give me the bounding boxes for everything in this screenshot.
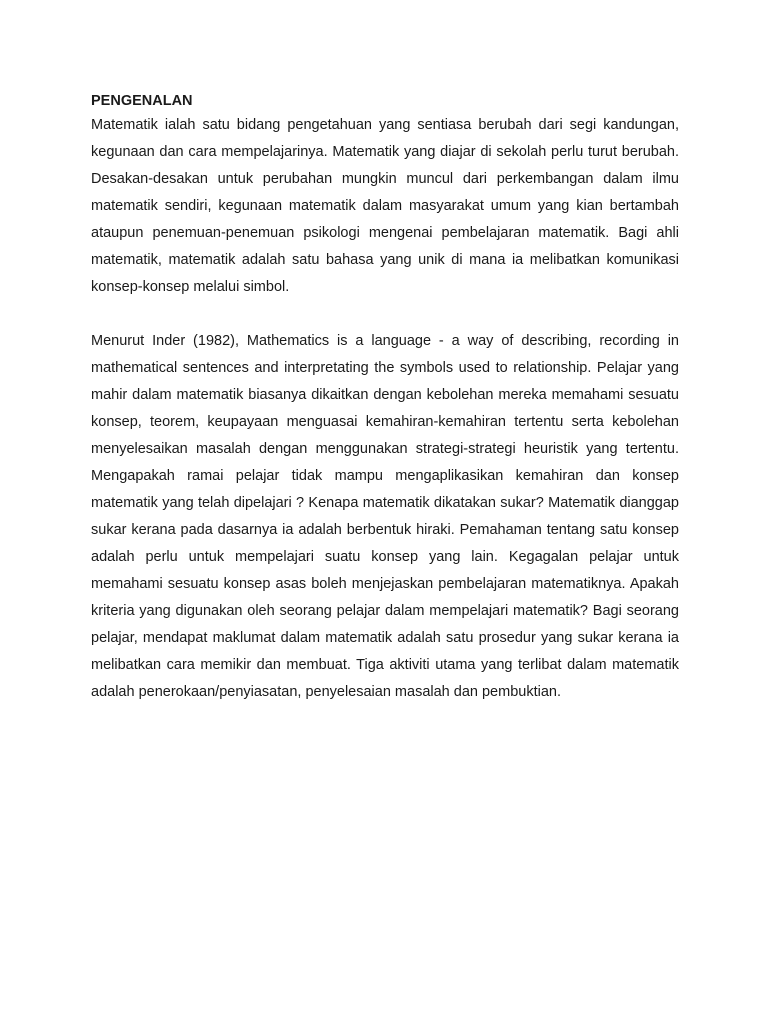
section-heading: PENGENALAN <box>91 93 193 109</box>
paragraph-inder: Menurut Inder (1982), Mathematics is a language - a way of describing, recording in mathematical sentences and interpretating the symbols used to relationship. Pelajar yang mahir dalam matematik biasanya dikaitkan dengan kebolehan mereka memahami sesuatu konsep, teorem, keupayaan menguasai kemahiran-kemahiran tertentu serta kebolehan menyelesaikan masalah dengan menggunakan strategi-strategi heuristik yang tertentu. Mengapakah ramai pelajar tidak mampu mengaplikasikan kemahiran dan konsep matematik yang telah dipelajari ? Kenapa matematik dikatakan sukar? Matematik dianggap sukar kerana pada dasarnya ia adalah berbentuk hiraki. Pemahaman tentang satu konsep adalah perlu untuk mempelajari suatu konsep yang lain. Kegagalan pelajar untuk memahami sesuatu konsep asas boleh menjejaskan pembelajaran matematiknya. Apakah kriteria yang digunakan oleh seorang pelajar dalam mempelajari matematik? Bagi seorang pelajar, mendapat maklumat dalam matematik adalah satu prosedur yang sukar kerana ia melibatkan cara memikir dan membuat. Tiga aktiviti utama yang terlibat dalam matematik adalah penerokaan/penyiasatan, penyelesaian masalah dan pembuktian. <box>91 333 679 700</box>
paragraph-introduction: Matematik ialah satu bidang pengetahuan yang sentiasa berubah dari segi kandungan, kegunaan dan cara mempelajarinya. Matematik yang diajar di sekolah perlu turut berubah. Desakan-desakan untuk perubahan mungkin muncul dari perkembangan dalam ilmu matematik sendiri, kegunaan matematik dalam masyarakat umum yang kian bertambah ataupun penemuan-penemuan psikologi mengenai pembelajaran matematik. Bagi ahli matematik, matematik adalah satu bahasa yang unik di mana ia melibatkan komunikasi konsep-konsep melalui simbol. <box>91 117 679 295</box>
document-body <box>91 92 679 706</box>
